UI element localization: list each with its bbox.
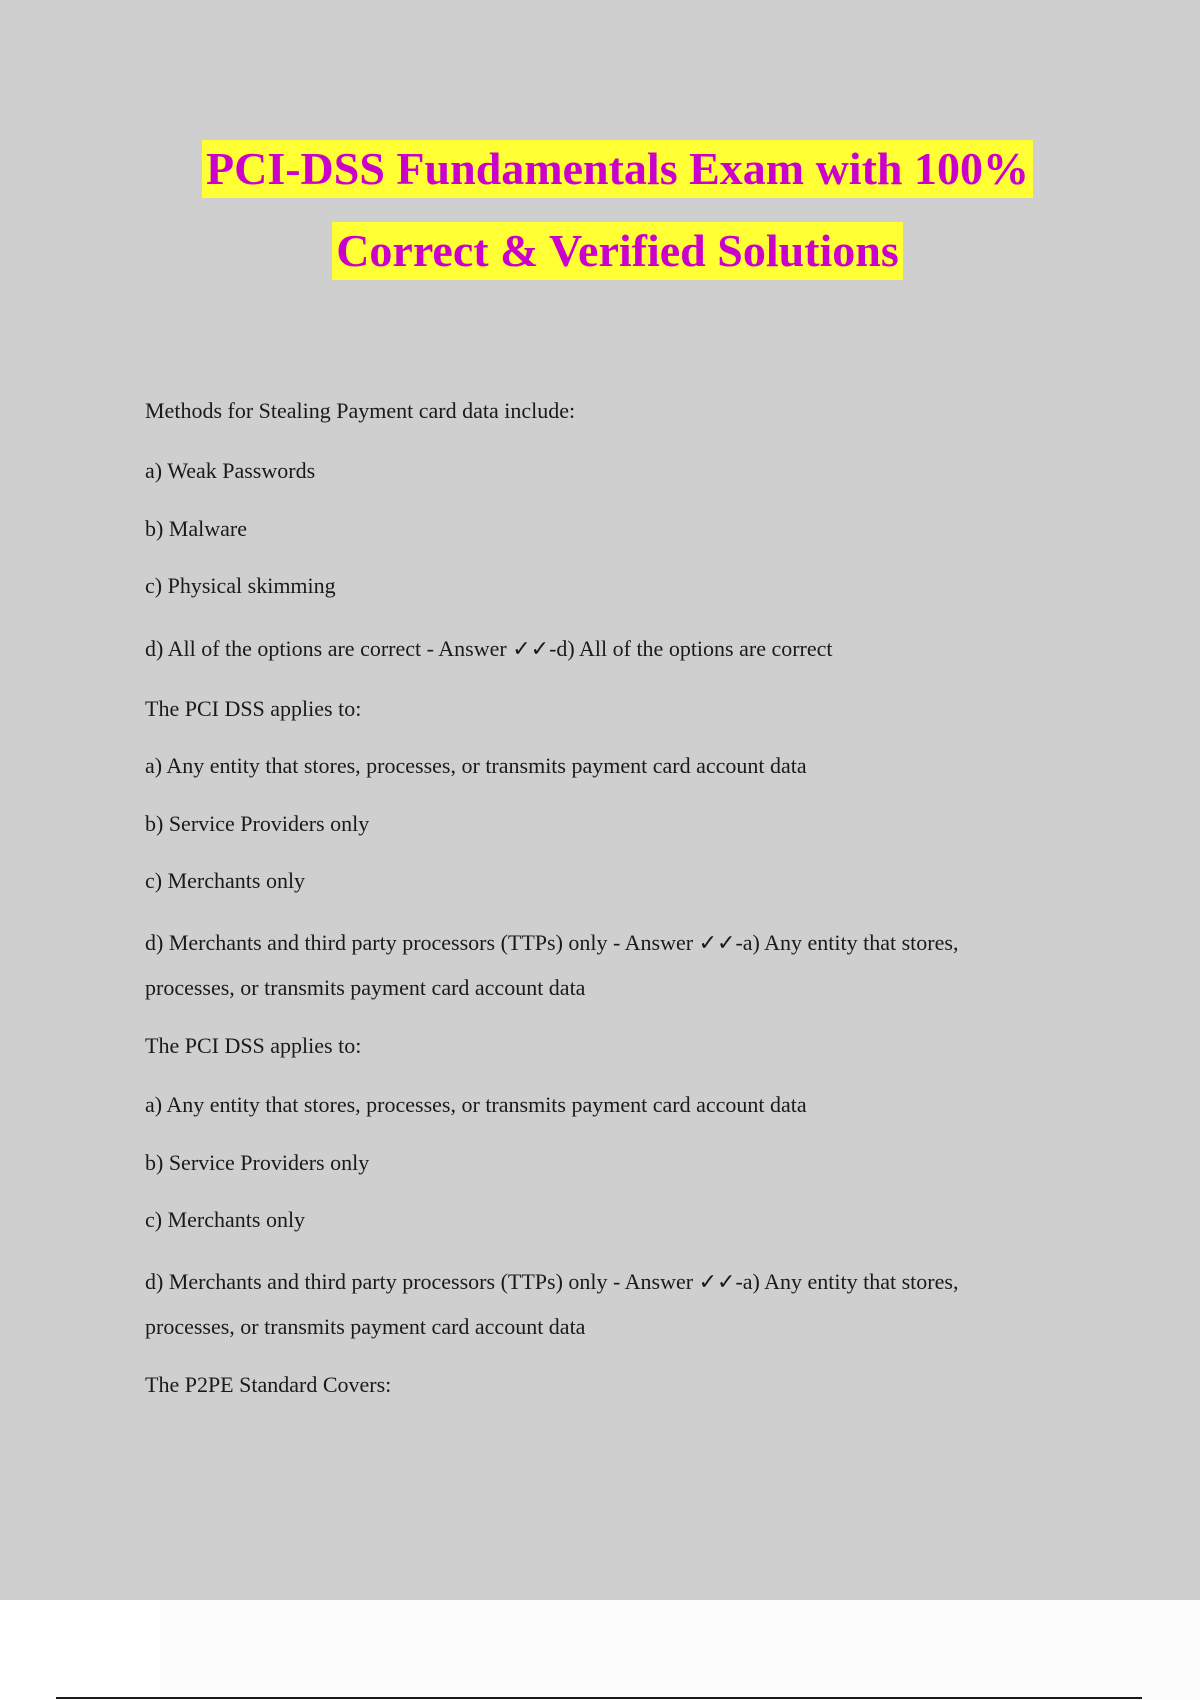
q2-option-a: a) Any entity that stores, processes, or transmits payment card account data bbox=[145, 753, 807, 778]
q3-option-d-line bbox=[145, 1267, 958, 1298]
q2-answer-continued: processes, or transmits payment card account data bbox=[145, 975, 586, 1000]
q1-option-a: a) Weak Passwords bbox=[145, 458, 316, 483]
q2-option-d-line bbox=[145, 928, 958, 959]
q1-question: Methods for Stealing Payment card data include: bbox=[145, 398, 576, 423]
q3-option-b: b) Service Providers only bbox=[145, 1150, 370, 1175]
document-title bbox=[0, 140, 1200, 304]
check-icon: ✓✓ bbox=[698, 1270, 736, 1295]
next-page-area bbox=[160, 1600, 1200, 1700]
q1-option-c: c) Physical skimming bbox=[145, 573, 336, 598]
q3-answer: -a) Any entity that stores, bbox=[735, 1269, 959, 1294]
q1-option-b: b) Malware bbox=[145, 516, 248, 541]
q3-option-c: c) Merchants only bbox=[145, 1207, 306, 1232]
q1-option-d-line bbox=[145, 634, 833, 665]
q2-option-c: c) Merchants only bbox=[145, 868, 306, 893]
q3-option-a: a) Any entity that stores, processes, or transmits payment card account data bbox=[145, 1092, 807, 1117]
q2-answer: -a) Any entity that stores, bbox=[735, 930, 959, 955]
q1-option-d: d) All of the options are correct - bbox=[145, 636, 439, 661]
title-line-2: Correct & Verified Solutions bbox=[332, 222, 903, 280]
q3-answer-label: Answer bbox=[624, 1269, 699, 1294]
q1-answer-label: Answer bbox=[438, 636, 513, 661]
title-line-1: PCI-DSS Fundamentals Exam with 100% bbox=[202, 140, 1033, 198]
q2-question: The PCI DSS applies to: bbox=[145, 696, 362, 721]
page-divider bbox=[56, 1697, 1142, 1699]
q4-question: The P2PE Standard Covers: bbox=[145, 1372, 392, 1397]
check-icon: ✓✓ bbox=[698, 931, 736, 956]
q3-question: The PCI DSS applies to: bbox=[145, 1033, 362, 1058]
q3-option-d: d) Merchants and third party processors (TTPs) only - bbox=[145, 1269, 625, 1294]
q1-answer: -d) All of the options are correct bbox=[549, 636, 833, 661]
q2-option-d: d) Merchants and third party processors (TTPs) only - bbox=[145, 930, 625, 955]
q3-answer-continued: processes, or transmits payment card account data bbox=[145, 1314, 586, 1339]
q2-answer-label: Answer bbox=[624, 930, 699, 955]
q2-option-b: b) Service Providers only bbox=[145, 811, 370, 836]
check-icon: ✓✓ bbox=[512, 637, 550, 662]
